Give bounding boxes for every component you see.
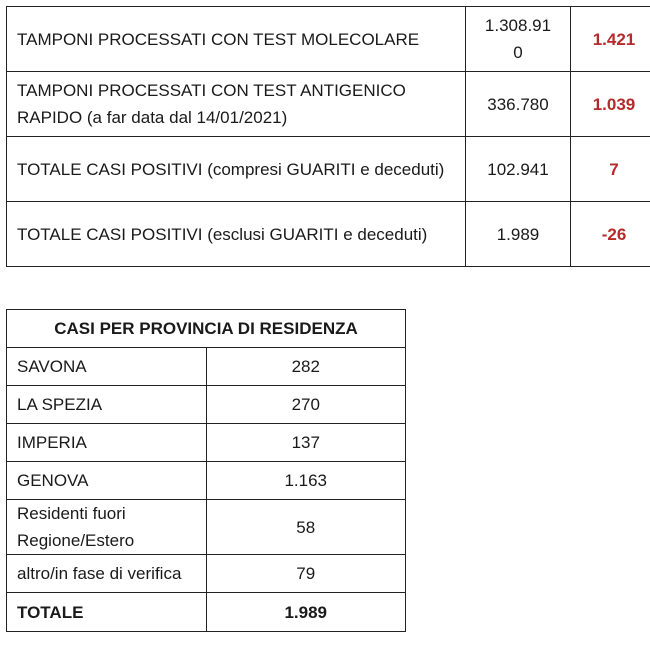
table-row: [7, 202, 650, 267]
province-table-title: CASI PER PROVINCIA DI RESIDENZA: [7, 310, 406, 348]
province-name: LA SPEZIA: [7, 386, 207, 424]
summary-table: [6, 6, 650, 267]
table-row: [7, 137, 650, 202]
province-count: 137: [206, 424, 406, 462]
rapid-test-label: TAMPONI PROCESSATI CON TEST ANTIGENICO RAPIDO (a far data dal 14/01/2021): [7, 72, 466, 137]
total-row: [7, 593, 406, 632]
province-table: [6, 309, 406, 632]
table-row: [7, 424, 406, 462]
province-count: 282: [206, 348, 406, 386]
total-positive-excl-label: TOTALE CASI POSITIVI (esclusi GUARITI e deceduti): [7, 202, 466, 267]
table-row: [7, 555, 406, 593]
table-row: [7, 72, 650, 137]
rapid-test-change: 1.039: [571, 72, 650, 137]
province-count: 1.163: [206, 462, 406, 500]
province-count: 79: [206, 555, 406, 593]
molecular-test-value: 1.308.91 0: [466, 7, 571, 72]
rapid-test-value: 336.780: [466, 72, 571, 137]
total-count: 1.989: [206, 593, 406, 632]
province-name: SAVONA: [7, 348, 207, 386]
province-count: 58: [206, 500, 406, 555]
total-positive-excl-change: -26: [571, 202, 650, 267]
province-name: GENOVA: [7, 462, 207, 500]
total-positive-excl-value: 1.989: [466, 202, 571, 267]
table-row: [7, 462, 406, 500]
table-row: [7, 348, 406, 386]
table-row: [7, 386, 406, 424]
total-positive-incl-value: 102.941: [466, 137, 571, 202]
table-row: [7, 500, 406, 555]
province-name: altro/in fase di verifica: [7, 555, 207, 593]
molecular-test-label: TAMPONI PROCESSATI CON TEST MOLECOLARE: [7, 7, 466, 72]
table-header-row: [7, 310, 406, 348]
molecular-test-change: 1.421: [571, 7, 650, 72]
table-row: [7, 7, 650, 72]
total-label: TOTALE: [7, 593, 207, 632]
total-positive-incl-label: TOTALE CASI POSITIVI (compresi GUARITI e deceduti): [7, 137, 466, 202]
total-positive-incl-change: 7: [571, 137, 650, 202]
province-count: 270: [206, 386, 406, 424]
province-name: IMPERIA: [7, 424, 207, 462]
province-name: Residenti fuori Regione/Estero: [7, 500, 207, 555]
